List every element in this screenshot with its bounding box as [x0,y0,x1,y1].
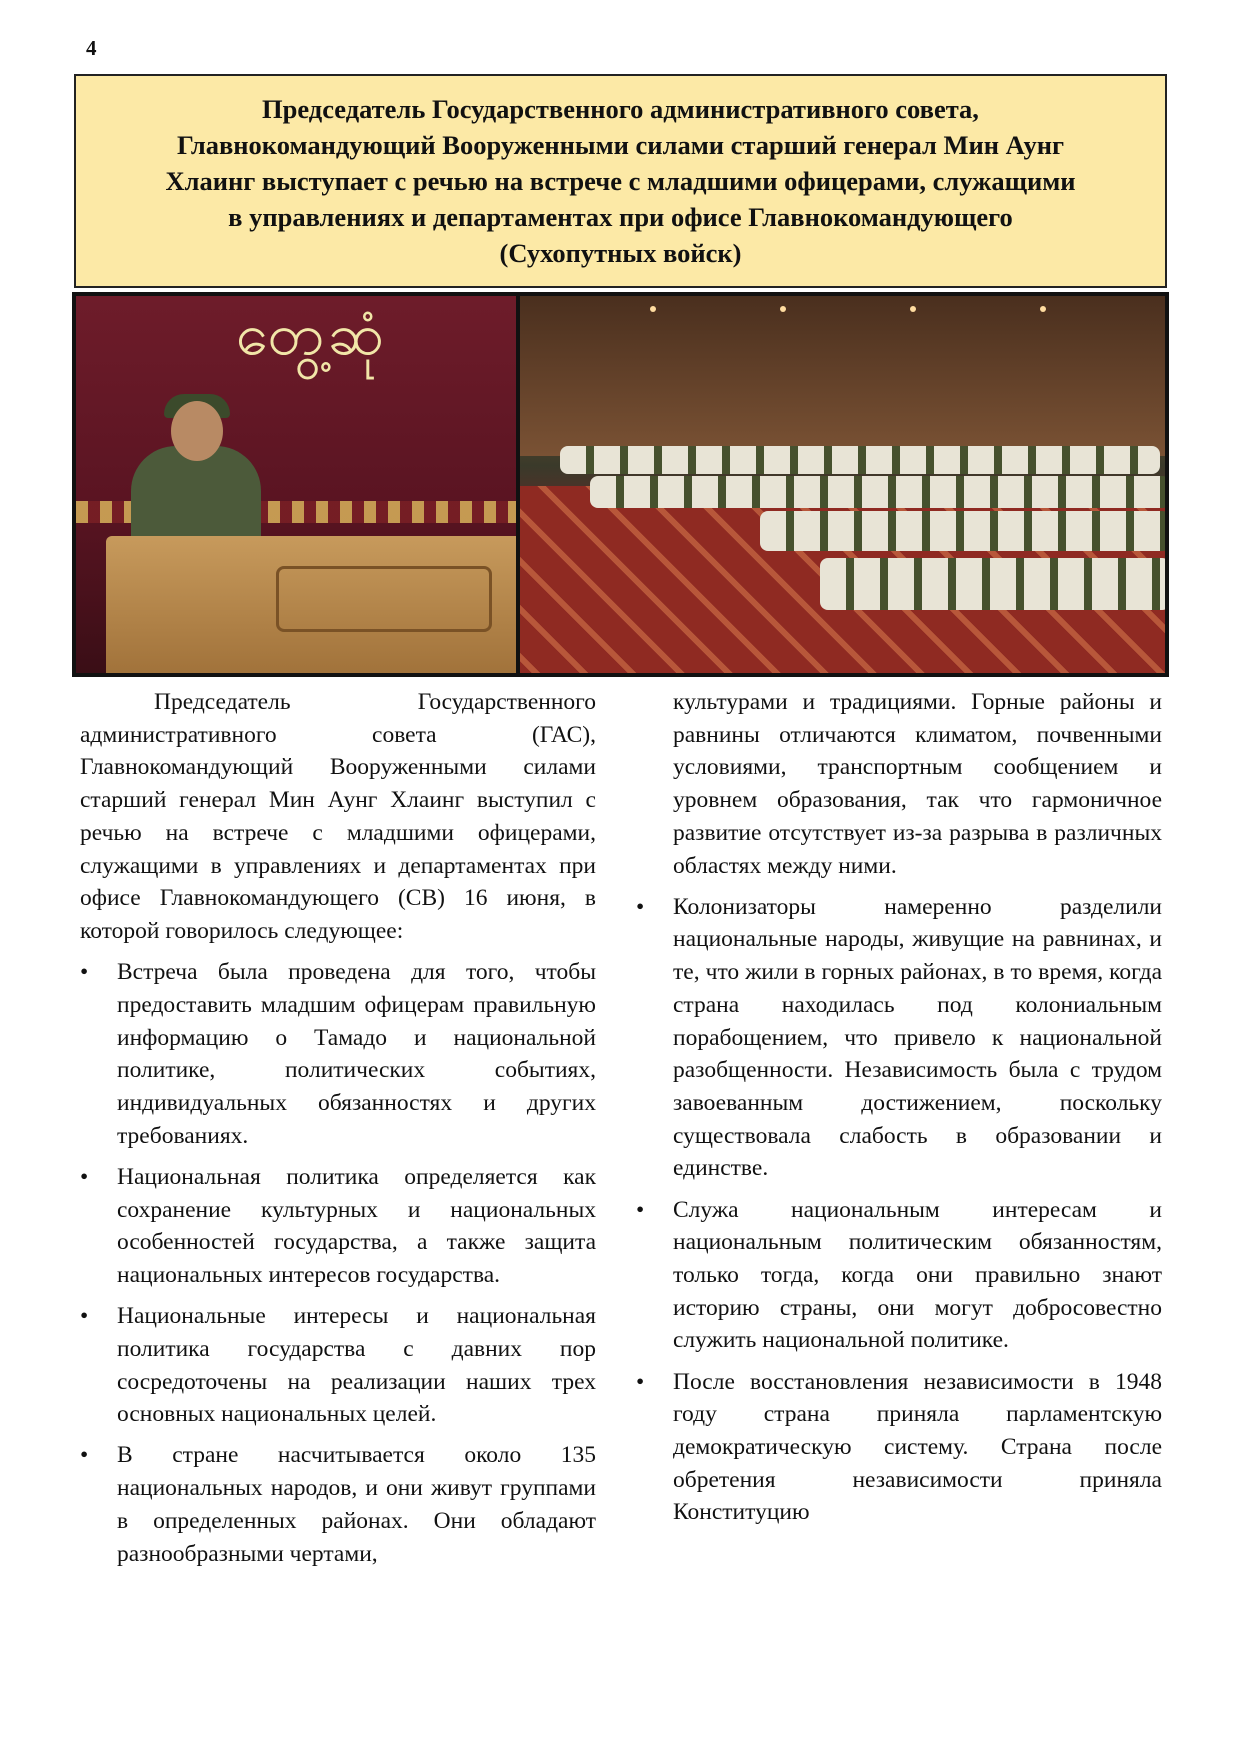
seat-row [760,511,1165,551]
bullet-list-left [80,956,596,1570]
continued-paragraph: культурами и традициями. Горные районы и равнины отличаются климатом, почвенными условиями, транспортным сообщением и уровнем образования, так что гармоничное развитие отсутствует из-за разрыва в различных областях между ними. [673,689,1162,879]
ceiling-light [650,306,656,312]
bullet-list-right [636,891,1162,1529]
speaker-photo [76,296,516,673]
headline [165,91,1075,271]
headline-line: Хлаинг выступает с речью на встрече с младшими офицерами, служащими [165,165,1076,196]
speaker-head [171,401,223,461]
bullet-item: • Колонизаторы намеренно разделили национальные народы, живущие на равнинах, и те, что жили в горных районах, в то время, когда страна находилась под колониальным порабощением, что привело к национальной разобщенности. Независимость была с трудом завоеванным достижением, поскольку существовала слабость в образовании и единстве. [636,891,1162,1185]
seat-row [590,476,1165,508]
photo-strip [72,292,1169,677]
banner-text: တွေ့ဆုံ [236,300,389,368]
bullet-item: • Национальные интересы и национальная политика государства с давних пор сосредоточены на реализации наших трех основных национальных целей. [80,1300,596,1431]
seat-row [820,558,1165,610]
headline-box [74,74,1167,288]
page-number: 4 [86,36,97,60]
bullet-item: • Национальная политика определяется как сохранение культурных и национальных особенностей государства, а также защита национальных интересов государства. [80,1161,596,1292]
podium-carving [276,566,492,632]
bullet-item: • В стране насчитывается около 135 национальных народов, и они живут группами в определенных районах. Они обладают разнообразными чертами, [80,1439,596,1570]
ceiling-light [780,306,786,312]
ceiling-light [1040,306,1046,312]
article-column-right [636,686,1162,1529]
headline-line: (Сухопутных войск) [499,238,742,269]
seat-row [560,446,1160,474]
headline-line: в управлениях и департаментах при офисе Главнокомандующего [228,202,1013,233]
bullet-item: • Служа национальным интересам и национальным политическим обязанностям, только тогда, когда они правильно знают историю страны, они могут добросовестно служить национальной политике. [636,1194,1162,1358]
bullet-item: • После восстановления независимости в 1948 году страна приняла парламентскую демократическую систему. Страна после обретения независимости приняла Конституцию [636,1366,1162,1530]
ceiling-light [910,306,916,312]
bullet-item: • Встреча была проведена для того, чтобы предоставить младшим офицерам правильную информацию о Тамадо и национальной политике, политических событиях, индивидуальных обязанностях и других требованиях. [80,956,596,1152]
hall-wall [520,296,1165,456]
headline-line: Главнокомандующий Вооруженными силами старший генерал Мин Аунг [176,129,1064,160]
intro-paragraph: Председатель Государственного административного совета (ГАС), Главнокомандующий Вооруженными силами старший генерал Мин Аунг Хлаинг выступил с речью на встрече с младшими офицерами, служащими в управлениях и департаментах при офисе Главнокомандующего (СВ) 16 июня, в которой говорилось следующее: [80,689,596,944]
audience-photo [520,296,1165,673]
article-column-left [80,686,596,1570]
headline-line: Председатель Государственного административного совета, [262,93,979,124]
